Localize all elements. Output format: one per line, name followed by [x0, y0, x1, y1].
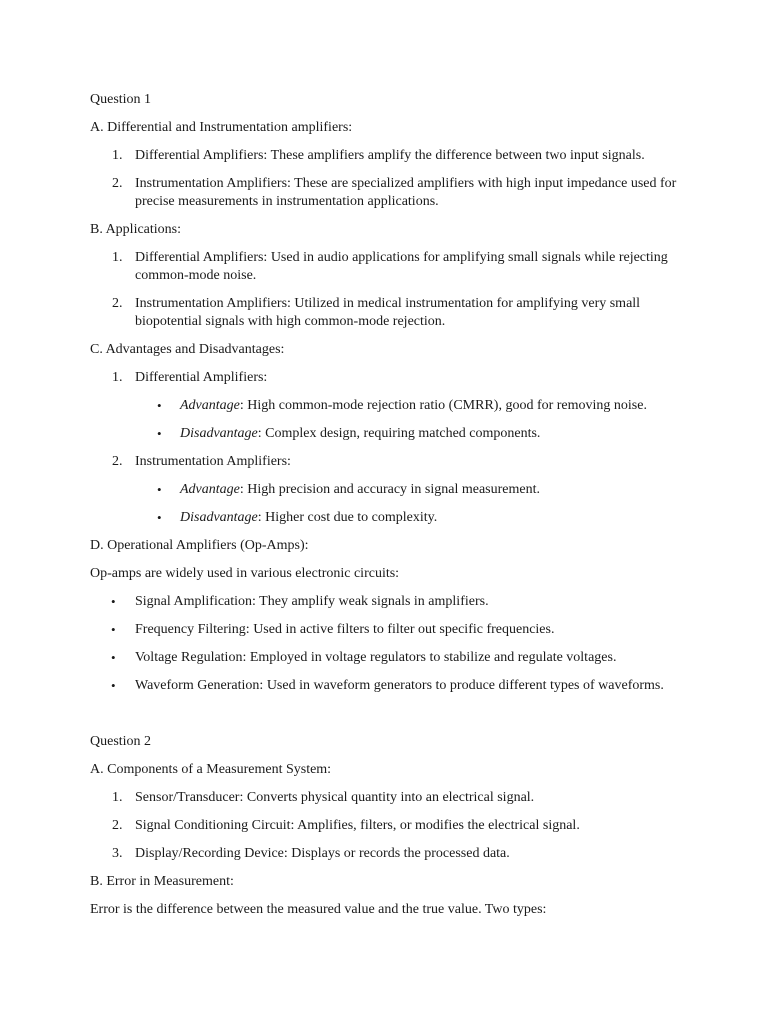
- section-d-list: [90, 593, 680, 695]
- disadvantage-label: Disadvantage: [180, 510, 258, 525]
- advantage-label: Advantage: [180, 482, 240, 497]
- advantage-text: : High common-mode rejection ratio (CMRR), good for removing noise.: [239, 398, 647, 413]
- list-item-text: Sensor/Transducer: Converts physical quantity into an electrical signal.: [135, 790, 535, 805]
- section-a-heading: A. Components of a Measurement System:: [90, 762, 332, 777]
- list-number: 2.: [112, 454, 123, 469]
- bullet-icon: •: [111, 594, 116, 609]
- bullet-icon: •: [157, 510, 162, 525]
- list-item-text: Differential Amplifiers: Used in audio applications for amplifying small signals while rejecting common-mode noise.: [135, 250, 668, 283]
- list-item-text: Waveform Generation: Used in waveform generators to produce different types of waveforms.: [135, 678, 664, 693]
- section-a-heading: A. Differential and Instrumentation amplifiers:: [90, 120, 353, 135]
- question-2-title: Question 2: [90, 734, 152, 749]
- list-item-text: Signal Amplification: They amplify weak signals in amplifiers.: [135, 594, 489, 609]
- list-item-text: Display/Recording Device: Displays or records the processed data.: [135, 846, 510, 861]
- bullet-icon: •: [111, 622, 116, 637]
- list-item: [90, 817, 680, 835]
- sub-list-item: [90, 509, 680, 527]
- advantage-label: Advantage: [180, 398, 240, 413]
- list-item: [90, 845, 680, 863]
- list-number: 1.: [112, 370, 123, 385]
- list-item-text: Differential Amplifiers: These amplifiers amplify the difference between two input signals.: [135, 148, 645, 163]
- section-b-heading: B. Error in Measurement:: [90, 874, 234, 889]
- list-item: [90, 369, 680, 387]
- spacer: [90, 705, 680, 733]
- list-item: [90, 249, 680, 285]
- bullet-icon: •: [111, 650, 116, 665]
- list-item-text: Voltage Regulation: Employed in voltage regulators to stabilize and regulate voltages.: [135, 650, 617, 665]
- section-c-heading: C. Advantages and Disadvantages:: [90, 342, 285, 357]
- list-number: 2.: [112, 296, 123, 311]
- section-d-heading: D. Operational Amplifiers (Op-Amps):: [90, 538, 309, 553]
- list-number: 1.: [112, 148, 123, 163]
- list-item-text: Frequency Filtering: Used in active filters to filter out specific frequencies.: [135, 622, 555, 637]
- disadvantage-text: : Complex design, requiring matched components.: [257, 426, 541, 441]
- sub-list-item: [90, 425, 680, 443]
- list-item-text: Signal Conditioning Circuit: Amplifies, filters, or modifies the electrical signal.: [135, 818, 580, 833]
- section-d-intro: Op-amps are widely used in various electronic circuits:: [90, 566, 400, 581]
- disadvantage-label: Disadvantage: [180, 426, 258, 441]
- list-item: [90, 147, 680, 165]
- document-page: [90, 91, 680, 929]
- sub-list-item: [90, 481, 680, 499]
- list-item: [90, 175, 680, 211]
- bullet-icon: •: [157, 398, 162, 413]
- advantage-text: : High precision and accuracy in signal measurement.: [239, 482, 540, 497]
- section-a-list: [90, 789, 680, 863]
- bullet-icon: •: [111, 678, 116, 693]
- disadvantage-text: : Higher cost due to complexity.: [257, 510, 438, 525]
- sub-list-item: [90, 397, 680, 415]
- list-item: [90, 593, 680, 611]
- list-item: [90, 789, 680, 807]
- list-item: [90, 677, 680, 695]
- list-item-text: Differential Amplifiers:: [135, 370, 268, 385]
- list-item-text: Instrumentation Amplifiers:: [135, 454, 291, 469]
- section-b-list: [90, 249, 680, 331]
- section-b-heading: B. Applications:: [90, 222, 181, 237]
- section-c-list: [90, 369, 680, 527]
- bullet-icon: •: [157, 426, 162, 441]
- list-number: 2.: [112, 176, 123, 191]
- section-b-intro: Error is the difference between the measured value and the true value. Two types:: [90, 902, 547, 917]
- section-a-list: [90, 147, 680, 211]
- list-item-text: Instrumentation Amplifiers: These are specialized amplifiers with high input impedance used for precise measurements in instrumentation applications.: [135, 176, 677, 209]
- list-number: 1.: [112, 250, 123, 265]
- list-item: [90, 453, 680, 471]
- question-1-title: Question 1: [90, 92, 152, 107]
- list-item-text: Instrumentation Amplifiers: Utilized in medical instrumentation for amplifying very small biopotential signals with high common-mode rejection.: [135, 296, 641, 329]
- list-item: [90, 621, 680, 639]
- list-number: 1.: [112, 790, 123, 805]
- list-item: [90, 649, 680, 667]
- list-number: 3.: [112, 846, 123, 861]
- list-number: 2.: [112, 818, 123, 833]
- bullet-icon: •: [157, 482, 162, 497]
- list-item: [90, 295, 680, 331]
